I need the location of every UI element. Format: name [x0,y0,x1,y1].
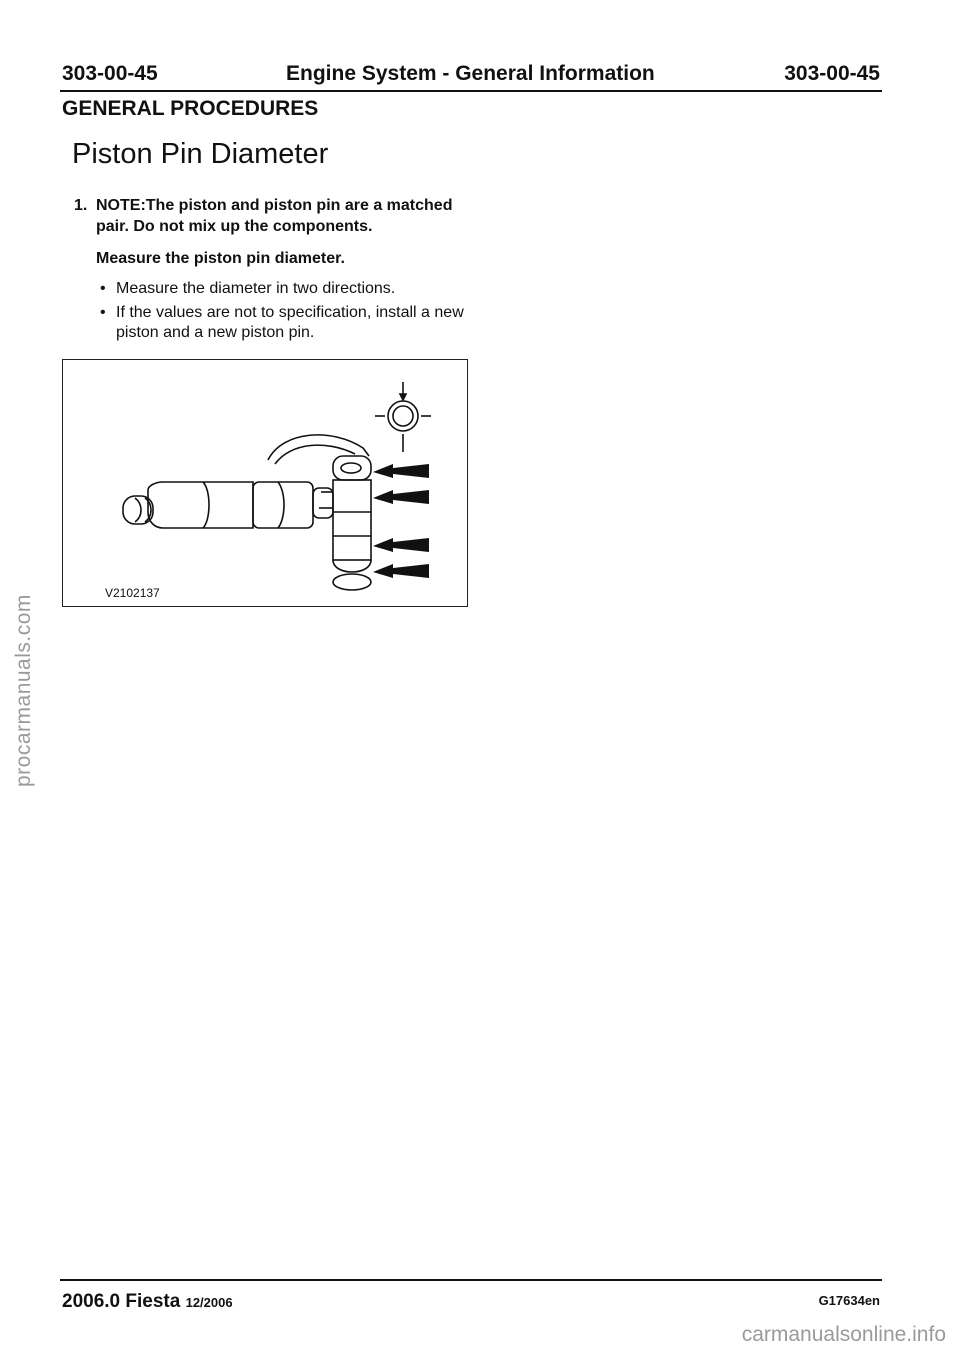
bullet-glyph: • [100,304,106,321]
step-number: 1. [74,197,88,214]
side-watermark-text: procarmanuals.com [12,594,35,787]
bullet-glyph: • [100,280,106,297]
bullet-text: Measure the diameter in two directions. [116,280,396,297]
step-note: NOTE:The piston and piston pin are a matched pair. Do not mix up the components. [96,197,453,235]
side-watermark [4,560,44,790]
page-footer [60,1279,882,1311]
section-heading: GENERAL PROCEDURES [62,97,319,120]
list-item [96,279,474,299]
procedure-step [74,195,474,347]
header-title: Engine System - General Information [286,62,655,85]
micrometer-illustration [62,359,468,607]
page-number-left: 303-00-45 [62,62,158,85]
bullet-text: If the values are not to specification, install a new piston and a new piston pin. [116,304,464,341]
micrometer-drawing [63,360,469,608]
footer-date: 12/2006 [185,1295,233,1310]
footer-code: G17634en [818,1293,880,1308]
page-number-right: 303-00-45 [784,62,880,85]
footer-model [62,1291,233,1313]
figure-label: V2102137 [105,586,160,600]
footer-model-text: 2006.0 Fiesta [62,1291,181,1312]
step-bullets [96,279,474,343]
list-item [96,303,474,343]
page-header [60,58,882,92]
procedure-title: Piston Pin Diameter [72,138,329,170]
bottom-watermark: carmanualsonline.info [741,1323,946,1346]
step-action: Measure the piston pin diameter. [96,250,345,267]
